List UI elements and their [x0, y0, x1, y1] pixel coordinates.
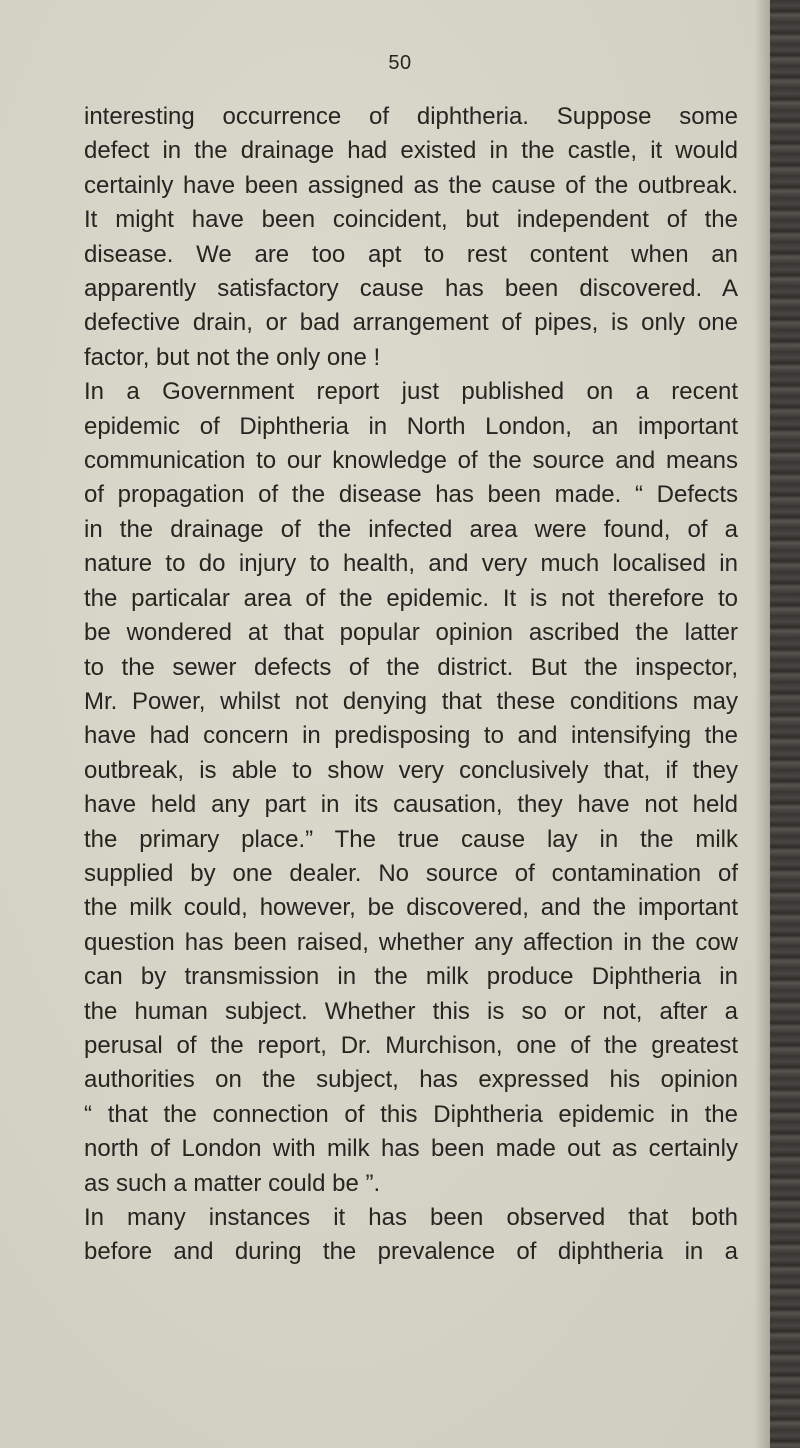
text-line: disease. We are too apt to rest content when an: [84, 240, 738, 268]
text-line: be wondered at that popular opinion ascribed the latter: [84, 619, 738, 647]
text-line: factor, but not the only one !: [84, 343, 381, 371]
text-line: the milk could, however, be discovered, and the important: [84, 894, 738, 922]
page-number: 50: [388, 52, 412, 74]
text-line: north of London with milk has been made out as certainly: [84, 1135, 738, 1163]
text-line: Mr. Power, whilst not denying that these conditions may: [84, 687, 738, 715]
text-line: question has been raised, whether any affection in the cow: [84, 928, 738, 956]
text-line: In many instances it has been observed that both: [84, 1204, 738, 1231]
text-line: have had concern in predisposing to and intensifying the: [84, 722, 738, 750]
text-line: have held any part in its causation, they have not held: [84, 791, 738, 819]
text-line: defect in the drainage had existed in the castle, it would: [84, 137, 738, 165]
text-line: of propagation of the disease has been made. “ Defects: [84, 481, 738, 509]
text-line: to the sewer defects of the district. But the inspector,: [84, 653, 738, 681]
text-line: the primary place.” The true cause lay in the milk: [84, 825, 738, 853]
text-line: certainly have been assigned as the cause of the outbreak.: [84, 171, 738, 199]
text-line: It might have been coincident, but independent of the: [84, 206, 738, 234]
text-line: epidemic of Diphtheria in North London, an important: [84, 412, 738, 440]
text-line: interesting occurrence of diphtheria. Suppose some: [84, 103, 738, 130]
text-line: can by transmission in the milk produce Diphtheria in: [84, 963, 738, 991]
text-line: apparently satisfactory cause has been discovered. A: [84, 275, 738, 303]
text-line: as such a matter could be ”.: [84, 1169, 381, 1197]
text-line: nature to do injury to health, and very much localised in: [84, 550, 738, 578]
text-line: the human subject. Whether this is so or not, after a: [84, 997, 738, 1025]
text-line: authorities on the subject, has expressed his opinion: [84, 1066, 738, 1094]
book-binding-edge: [770, 0, 800, 1448]
text-line: “ that the connection of this Diphtheria epidemic in the: [84, 1100, 738, 1128]
text-line: supplied by one dealer. No source of contamination of: [84, 859, 738, 887]
text-line: the particalar area of the epidemic. It is not therefore to: [84, 584, 738, 612]
body-text: [84, 100, 738, 1270]
text-line: in the drainage of the infected area were found, of a: [84, 515, 738, 543]
text-line: In a Government report just published on a recent: [84, 378, 738, 406]
text-line: outbreak, is able to show very conclusively that, if they: [84, 756, 738, 784]
text-line: perusal of the report, Dr. Murchison, one of the greatest: [84, 1031, 738, 1059]
text-line: defective drain, or bad arrangement of pipes, is only one: [84, 309, 738, 337]
text-line: communication to our knowledge of the source and means: [84, 447, 738, 475]
binding-shadow: [754, 0, 770, 1448]
text-line: before and during the prevalence of diphtheria in a: [84, 1238, 738, 1266]
